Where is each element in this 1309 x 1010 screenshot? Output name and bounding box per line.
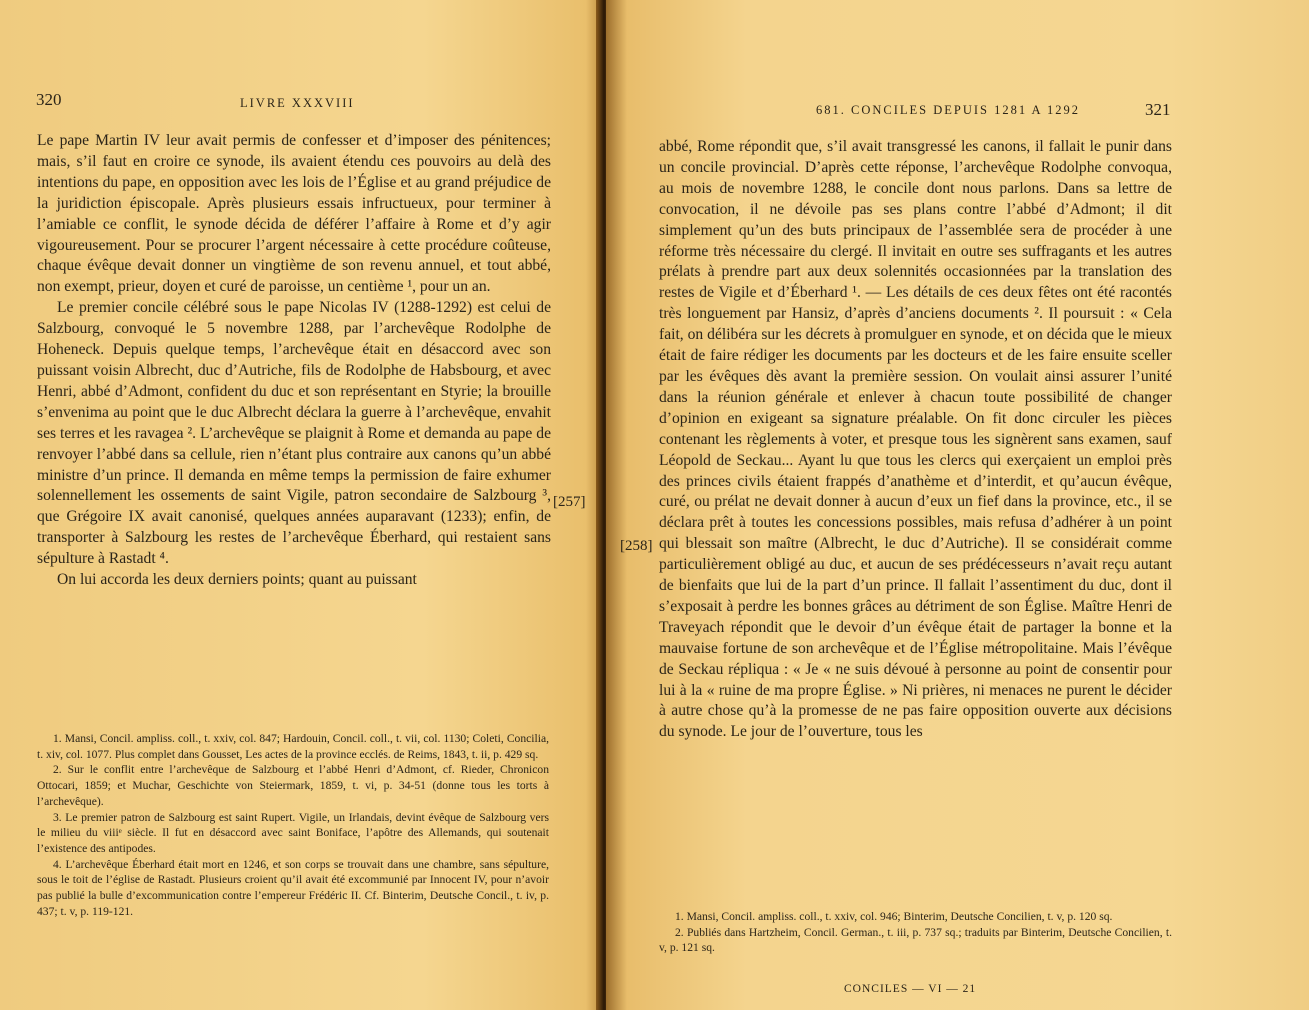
footnote: 1. Mansi, Concil. ampliss. coll., t. xxiv, col. 847; Hardouin, Concil. coll., t. vii, col. 1130; Coleti, Concilia, t. xiv, col. 1077. Plus complet dans Gousset, Les actes de la province ecclés. de Reims, 1843, t. ii, p. 429 sq. <box>37 732 549 761</box>
left-page <box>0 0 604 1010</box>
footnotes-right <box>659 909 1172 956</box>
page-number-left: 320 <box>36 90 62 109</box>
margin-reference: [258] <box>620 538 653 554</box>
footnote: 4. L’archevêque Éberhard était mort en 1246, et son corps se trouvait dans une chambre, sans sépulture, sous le toit de l’église de Rastadt. Plusieurs croient qu’il avait été excommunié par Innocent IV, pour n’avoir pas publié la bulle d’excommunication contre l’empereur Frédéric II. Cf. Binterim, Deutsche Concil., t. iv, p. 437; t. v, p. 119-121. <box>37 857 549 918</box>
running-head-right: 681. CONCILES DEPUIS 1281 A 1292 <box>816 103 1081 117</box>
footnote: 3. Le premier patron de Salzbourg est saint Rupert. Vigile, un Irlandais, devint évêque de Salzbourg vers le milieu du viiiᵉ siècle. Il fut en désaccord avec saint Boniface, l’apôtre des Allemands, qui soutenait l’existence des antipodes. <box>37 810 549 855</box>
paragraph: On lui accorda les deux derniers points; quant au puissant <box>57 571 417 589</box>
right-page <box>606 0 1309 1010</box>
paragraph: Le premier concile célébré sous le pape Nicolas IV (1288-1292) est celui de Salzbourg, convoqué le 5 novembre 1288, par l’archevêque Rodolphe de Hoheneck. Depuis quelque temps, l’archevêque était en désaccord avec son puissant voisin Albrecht, duc d’Autriche, fils de Rodolphe de Habsbourg, et avec Henri, abbé d’Admont, confident du duc et son représentant en Styrie; la brouille s’envenima au point que le duc Albrecht déclara la guerre à l’archevêque, envahit ses terres et les ravagea ². L’archevêque se plaignit à Rome et demanda au pape de renvoyer l’abbé dans sa cellule, rien n’étant plus contraire aux canons qu’un abbé ministre d’un prince. Il demanda en même temps la permission de faire exhumer solennellement les ossements de saint Vigile, patron secondaire de Salzbourg ³, que Grégoire IX avait canonisé, quelques années auparavant (1233); enfin, de transporter à Salzbourg les restes de l’archevêque Éberhard, qui restaient sans sépulture à Rastadt ⁴. <box>37 299 551 568</box>
running-head-left: LIVRE XXXVIII <box>240 96 355 110</box>
margin-reference: [257] <box>553 494 586 510</box>
printer-signature: CONCILES — VI — 21 <box>844 983 977 995</box>
body-text-right <box>659 137 1172 743</box>
footnote: 2. Sur le conflit entre l’archevêque de Salzbourg et l’abbé Henri d’Admont, cf. Rieder, Chronicon Ottocari, 1859; et Muchar, Geschichte von Steiermark, 1859, t. vi, p. 34-51 (donne tous les torts à l’archevêque). <box>37 763 549 808</box>
footnote: 1. Mansi, Concil. ampliss. coll., t. xxiv, col. 946; Binterim, Deutsche Concilien, t. v, p. 120 sq. <box>675 910 1113 923</box>
page-number-right: 321 <box>1145 100 1171 119</box>
footnotes-left <box>37 731 549 919</box>
paragraph: abbé, Rome répondit que, s’il avait transgressé les canons, il fallait le punir dans un concile provincial. D’après cette réponse, l’archevêque Rodolphe convoqua, au mois de novembre 1288, le concile dont nous parlons. Dans sa lettre de convocation, il ne dévoile pas ses plans contre l’abbé d’Admont; il dit simplement qu’un des buts principaux de l’assemblée sera de procéder à une réforme très nécessaire du clergé. Il invitait en outre ses suffragants et les autres prélats à prendre part aux deux solennités occasionnées par la translation des restes de Vigile et d’Éberhard ¹. — Les détails de ces deux fêtes ont été racontés très longuement par Hansiz, d’après d’anciens documents ². Il poursuit : « Cela fait, on délibéra sur les décrets à promulguer en synode, et on décida que le mieux était de faire rédiger les documents par les docteurs et de les faire ensuite sceller par les évêques dès avant la première session. On voulait ainsi assurer l’unité dans la réunion générale et enlever à chacun toute possibilité de changer d’opinion en exigeant sa signature préalable. On fit donc circuler les pièces contenant les règlements à voter, et presque tous les signèrent sans examen, sauf Léopold de Seckau... Ayant lu que tous les clercs qui exerçaient un emploi près des princes civils étaient frappés d’anathème et d’interdit, et qu’aucun évêque, curé, ou prélat ne devait donner à aucun d’eux un fief dans la province, etc., il se déclara prêt à toutes les concessions possibles, mais refusa d’adhérer à un point qui blessait son maître (Albrecht, le duc d’Autriche). Il se considérait comme particulièrement obligé au duc, et aucun de ses prédécesseurs n’avait reçu autant de bienfaits que lui de la part d’un prince. Il fallait l’assentiment du duc, dont il s’exposait à perdre les bonnes grâces au détriment de son Église. Maître Henri de Traveyach répondit que le devoir d’un évêque était de partager la bonne et la mauvaise fortune de son archevêque et de l’Église métropolitaine. Mais l’évêque de Seckau répliqua : « Je « ne suis dévoué à personne au point de consentir pour lui à la « ruine de ma propre Église. » Ni prières, ni menaces ne purent le décider à autre chose qu’à la promesse de ne pas faire opposition ouverte aux décisions du synode. Le jour de l’ouverture, tous les <box>659 138 1172 741</box>
paragraph: Le pape Martin IV leur avait permis de confesser et d’imposer des pénitences; mais, s’il faut en croire ce synode, ils avaient étendu ces pouvoirs au delà des intentions du pape, en opposition avec les lois de l’Église et au grand préjudice de la juridiction épiscopale. Après plusieurs essais infructueux, pour terminer à l’amiable ce conflit, le synode décida de déférer l’affaire à Rome et d’y agir vigoureusement. Pour se procurer l’argent nécessaire à cette procédure coûteuse, chaque évêque devait donner un vingtième de son revenu annuel, et tout abbé, non exempt, prieur, doyen et curé de paroisse, un centième ¹, pour un an. <box>37 132 551 296</box>
body-text-left <box>37 131 551 591</box>
footnote: 2. Publiés dans Hartzheim, Concil. German., t. iii, p. 737 sq.; traduits par Binterim, Deutsche Concilien, t. v, p. 121 sq. <box>659 925 1172 955</box>
